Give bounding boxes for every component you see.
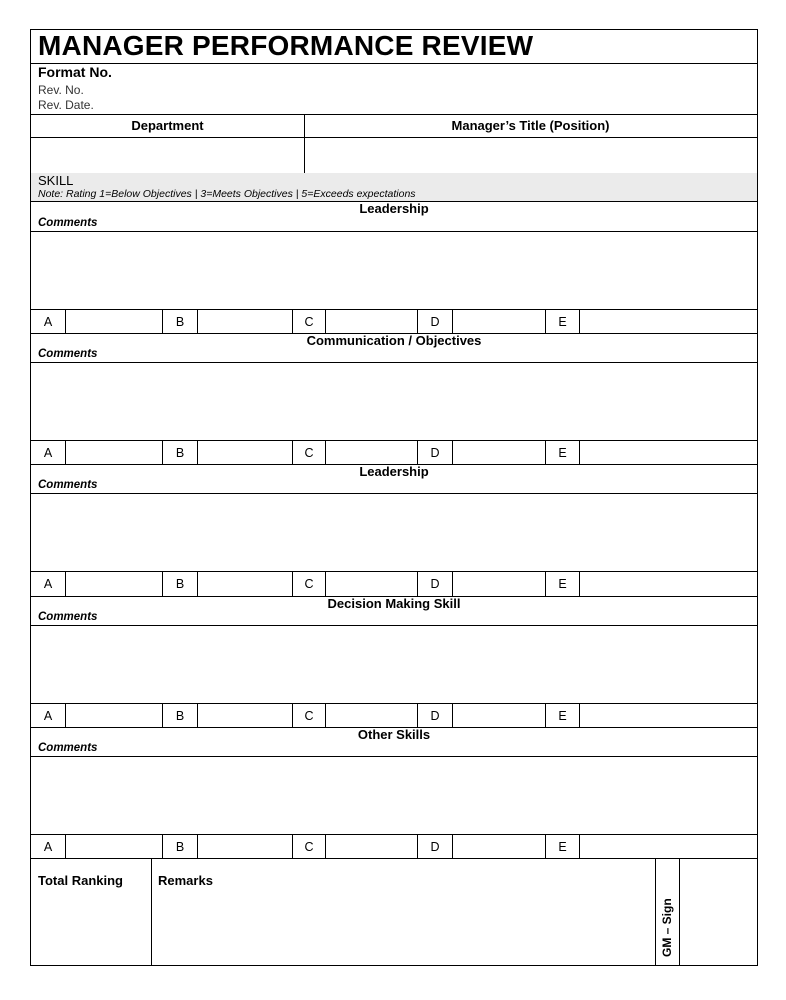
rating-letter: D (418, 572, 453, 596)
remarks-label: Remarks (158, 873, 213, 888)
rating-letter: B (163, 572, 198, 596)
department-field[interactable] (31, 138, 304, 173)
rating-input[interactable] (66, 572, 163, 596)
section-title: Communication / Objectives (306, 333, 482, 348)
total-ranking-field[interactable] (31, 890, 151, 965)
skill-label: SKILL (38, 173, 74, 188)
rating-letter: B (163, 441, 198, 465)
section-title: Leadership (359, 464, 429, 479)
rating-input[interactable] (326, 441, 418, 465)
rating-input[interactable] (198, 310, 293, 334)
rating-letter: B (163, 704, 198, 728)
rating-input[interactable] (453, 704, 546, 728)
rating-input[interactable] (198, 835, 293, 859)
rating-input[interactable] (66, 310, 163, 334)
rating-input[interactable] (198, 441, 293, 465)
column-divider (655, 858, 656, 965)
comments-label: Comments (38, 348, 98, 360)
section-title: Other Skills (357, 727, 431, 742)
section-title: Decision Making Skill (327, 596, 461, 611)
rating-input[interactable] (453, 310, 546, 334)
rating-letter: C (293, 441, 326, 465)
rating-row (31, 441, 757, 465)
department-header: Department (131, 118, 204, 133)
rating-letter: A (31, 835, 66, 859)
comments-label: Comments (38, 217, 98, 229)
manager-title-field[interactable] (305, 138, 757, 173)
rating-letter: E (546, 441, 580, 465)
comments-label: Comments (38, 742, 98, 754)
rating-input[interactable] (66, 835, 163, 859)
rating-letter: E (546, 835, 580, 859)
rating-letter: C (293, 310, 326, 334)
rating-input[interactable] (580, 310, 757, 334)
rating-input[interactable] (198, 572, 293, 596)
rating-row (31, 572, 757, 596)
rating-input[interactable] (326, 310, 418, 334)
comments-label: Comments (38, 611, 98, 623)
rating-input[interactable] (580, 835, 757, 859)
remarks-field[interactable] (152, 890, 655, 965)
rating-letter: E (546, 310, 580, 334)
total-ranking-label: Total Ranking (38, 873, 123, 888)
rating-input[interactable] (326, 704, 418, 728)
rating-letter: A (31, 310, 66, 334)
rating-letter: B (163, 310, 198, 334)
comments-field[interactable] (31, 232, 757, 309)
rating-letter: C (293, 835, 326, 859)
comments-field[interactable] (31, 494, 757, 571)
rating-letter: C (293, 572, 326, 596)
rating-letter: E (546, 704, 580, 728)
comments-field[interactable] (31, 363, 757, 440)
rating-input[interactable] (453, 441, 546, 465)
comments-field[interactable] (31, 626, 757, 703)
rating-row (31, 835, 757, 859)
rating-input[interactable] (66, 704, 163, 728)
rating-row (31, 310, 757, 334)
divider (31, 63, 757, 64)
gm-sign-label: GM – Sign (660, 898, 674, 957)
rev-date-label: Rev. Date. (38, 98, 94, 112)
rating-letter: C (293, 704, 326, 728)
rating-input[interactable] (66, 441, 163, 465)
rating-input[interactable] (198, 704, 293, 728)
rating-input[interactable] (326, 572, 418, 596)
performance-review-form (30, 29, 758, 966)
section-title: Leadership (359, 201, 429, 216)
rating-input[interactable] (326, 835, 418, 859)
rating-letter: D (418, 704, 453, 728)
comments-field[interactable] (31, 757, 757, 834)
divider (31, 858, 757, 859)
rating-letter: B (163, 835, 198, 859)
form-title: MANAGER PERFORMANCE REVIEW (38, 30, 534, 61)
rating-letter: D (418, 310, 453, 334)
rating-letter: E (546, 572, 580, 596)
format-no-label: Format No. (38, 64, 112, 80)
rating-letter: D (418, 441, 453, 465)
rating-letter: A (31, 572, 66, 596)
rating-input[interactable] (580, 704, 757, 728)
comments-label: Comments (38, 479, 98, 491)
manager-title-header: Manager’s Title (Position) (451, 118, 610, 133)
rev-no-label: Rev. No. (38, 83, 84, 97)
rating-input[interactable] (453, 572, 546, 596)
rating-input[interactable] (453, 835, 546, 859)
gm-sign-field[interactable] (680, 859, 757, 965)
rating-letter: D (418, 835, 453, 859)
rating-letter: A (31, 441, 66, 465)
rating-row (31, 704, 757, 728)
rating-note: Note: Rating 1=Below Objectives | 3=Meets Objectives | 5=Exceeds expectations (38, 188, 416, 200)
rating-letter: A (31, 704, 66, 728)
rating-input[interactable] (580, 441, 757, 465)
rating-input[interactable] (580, 572, 757, 596)
